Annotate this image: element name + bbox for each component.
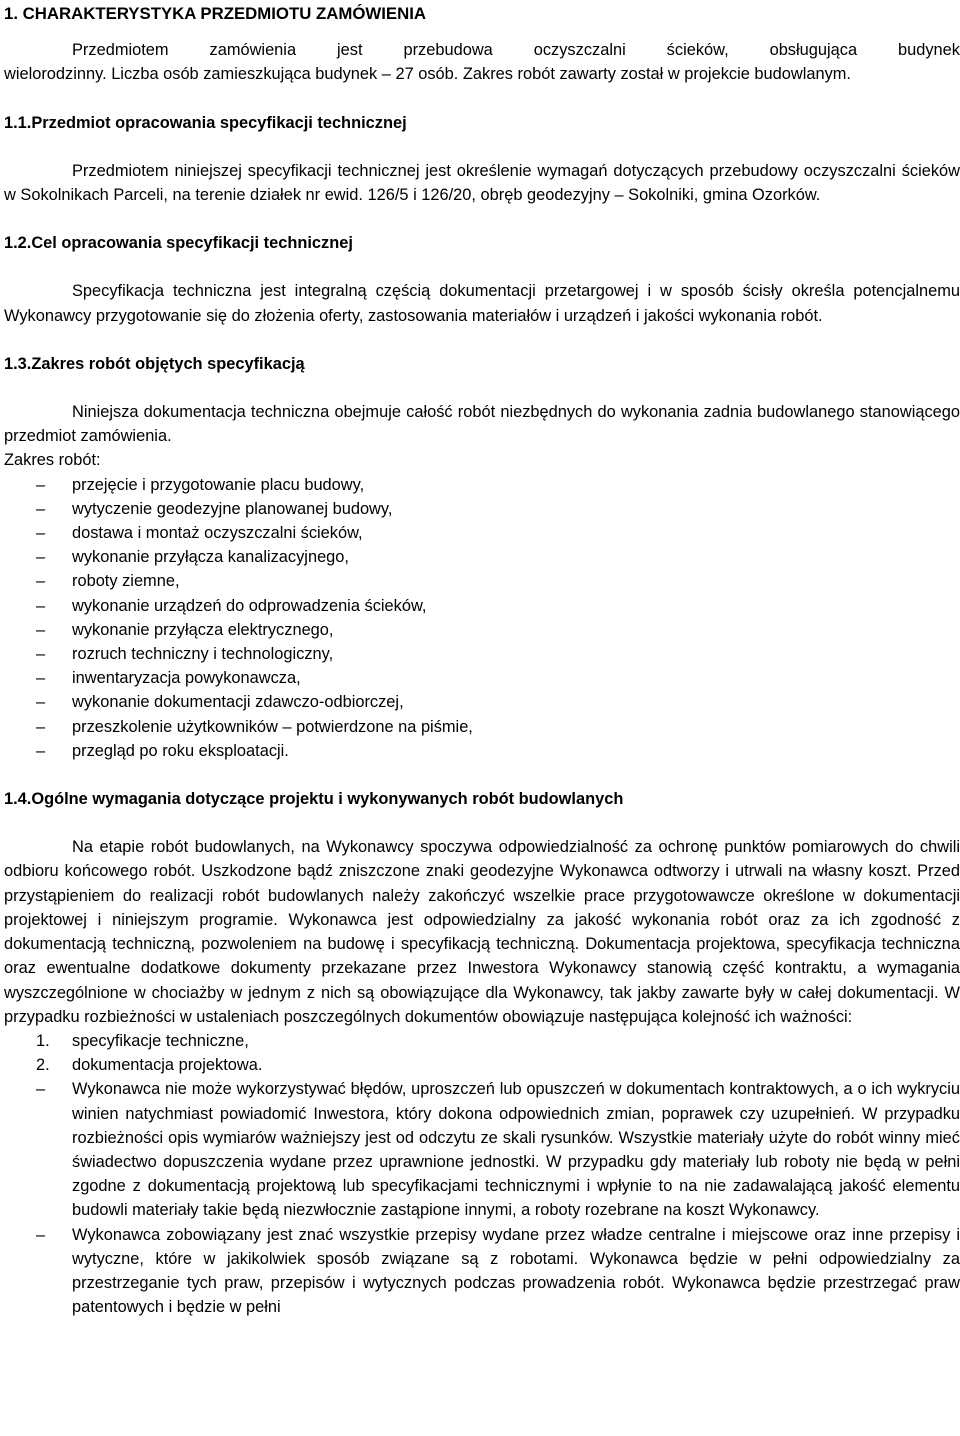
section-1-intro-line: Przedmiotem zamówienia jest przebudowa oczyszczalni ścieków, obsługująca budynek [72, 41, 960, 60]
list-item: 1. specyfikacje techniczne, [4, 1029, 960, 1053]
requirements-list [4, 1077, 960, 1319]
list-item: – przegląd po roku eksploatacji. [4, 739, 960, 763]
list-item: – rozruch techniczny i technologiczny, [4, 642, 960, 666]
list-number: 2. [36, 1056, 50, 1075]
dash-icon: – [36, 475, 46, 494]
list-item: – inwentaryzacja powykonawcza, [4, 666, 960, 690]
section-1-2-body: Specyfikacja techniczna jest integralną częścią dokumentacji przetargowej i w sposób ścisły określa potencjalnemu Wykonawcy przygotowanie się do złożenia oferty, zastosowania materiałów i urządzeń i jakości wykonania robót. [4, 282, 960, 325]
dash-icon: – [36, 572, 46, 591]
dash-icon: – [36, 596, 46, 615]
list-item: – Wykonawca zobowiązany jest znać wszystkie przepisy wydane przez władze centralne i miejscowe oraz inne przepisy i wytyczne, które w jakikolwiek sposób związane są z robotami. Wykonawca będzie w pełni odpowiedzialny za przestrzeganie tych praw, przepisów i wytycznych podczas prowadzenia robót. Wykonawca będzie przestrzegać praw patentowych i będzie w pełni [4, 1223, 960, 1320]
list-number: 1. [36, 1031, 50, 1050]
list-item: – Wykonawca nie może wykorzystywać błędów, uproszczeń lub opuszczeń w dokumentach kontraktowych, a o ich wykryciu winien natychmiast powiadomić Inwestora, który dokona odpowiednich zmian, poprawek czy uzupełnień. W przypadku rozbieżności opis wymiarów ważniejszy jest od odczytu ze skali rysunków. Wszystkie materiały użyte do robót winny mieć świadectwo dopuszczenia wydane przez uprawnione jednostki. W przypadku gdy materiały lub roboty nie będą w pełni zgodne z dokumentacją projektową lub specyfikacjami technicznymi i wpłynie to na nie zadawalającą jakość elementu budowli materiały takie będą niezwłocznie zastąpione innymi, a roboty rozebrane na koszt Wykonawcy. [4, 1077, 960, 1222]
list-item: – roboty ziemne, [4, 569, 960, 593]
dash-icon: – [36, 1225, 46, 1244]
section-1-3-body: Niniejsza dokumentacja techniczna obejmuje całość robót niezbędnych do wykonania zadnia budowlanego stanowiącego przedmiot zamówienia. [4, 403, 960, 446]
section-1-1-body: Przedmiotem niniejszej specyfikacji technicznej jest określenie wymagań dotyczących przebudowy oczyszczalni ścieków w Sokolnikach Parceli, na terenie działek nr ewid. 126/5 i 126/20, obręb geodezyjny – Sokolniki, gmina Ozorków. [4, 161, 960, 205]
list-item: – wykonanie dokumentacji zdawczo-odbiorczej, [4, 690, 960, 714]
list-item: 2. dokumentacja projektowa. [4, 1053, 960, 1077]
section-heading-1-1: 1.1.Przedmiot opracowania specyfikacji technicznej [4, 113, 407, 132]
dash-icon: – [36, 499, 46, 518]
list-item: – dostawa i montaż oczyszczalni ścieków, [4, 521, 960, 545]
scope-label: Zakres robót: [4, 451, 101, 470]
dash-icon: – [36, 620, 46, 639]
dash-icon: – [36, 693, 46, 712]
dash-icon: – [36, 717, 46, 736]
list-item: – wykonanie urządzeń do odprowadzenia ścieków, [4, 594, 960, 618]
dash-icon: – [36, 645, 46, 664]
priority-list [4, 1029, 960, 1077]
section-1-intro-rest: wielorodzinny. Liczba osób zamieszkująca budynek – 27 osób. Zakres robót zawarty został w projekcie budowlanym. [4, 65, 851, 84]
section-1-4-body: Na etapie robót budowlanych, na Wykonawcy spoczywa odpowiedzialność za ochronę punktów pomiarowych do chwili odbioru końcowego robót. Uszkodzone bądź zniszczone znaki geodezyjne Wykonawca odtworzy i utrwali na własny koszt. Przed przystąpieniem do realizacji robót budowlanych należy zakończyć wszelkie prace przygotowawcze określone w dokumentacji projektowej i niniejszym programie. Wykonawca jest odpowiedzialny za jakość wykonania robót oraz za ich zgodność z dokumentacją techniczną, pozwoleniem na budowę i specyfikacją techniczną. Dokumentacja projektowa, specyfikacja techniczna oraz ewentualne dodatkowe dokumenty przekazane przez Inwestora Wykonawcy stanowią część kontraktu, a wymagania wyszczególnione w chociażby w jednym z nich są obowiązujące dla Wykonawcy, tak jakby zawarte były w całej dokumentacji. W przypadku rozbieżności w ustaleniach poszczególnych dokumentów obowiązuje następująca kolejność ich ważności: [4, 838, 960, 1026]
section-heading-1-2: 1.2.Cel opracowania specyfikacji technicznej [4, 234, 353, 253]
dash-icon: – [36, 1080, 46, 1099]
section-heading-1-4: 1.4.Ogólne wymagania dotyczące projektu i wykonywanych robót budowlanych [4, 790, 624, 809]
list-item: – wykonanie przyłącza kanalizacyjnego, [4, 545, 960, 569]
list-item: – przejęcie i przygotowanie placu budowy, [4, 473, 960, 497]
dash-icon: – [36, 524, 46, 543]
dash-icon: – [36, 741, 46, 760]
list-item: – wytyczenie geodezyjne planowanej budowy, [4, 497, 960, 521]
section-heading-1-3: 1.3.Zakres robót objętych specyfikacją [4, 354, 305, 373]
section-heading-1: 1. CHARAKTERYSTYKA PRZEDMIOTU ZAMÓWIENIA [4, 4, 427, 23]
list-item: – wykonanie przyłącza elektrycznego, [4, 618, 960, 642]
dash-icon: – [36, 669, 46, 688]
list-item: – przeszkolenie użytkowników – potwierdzone na piśmie, [4, 715, 960, 739]
dash-icon: – [36, 548, 46, 567]
scope-list [4, 473, 960, 763]
